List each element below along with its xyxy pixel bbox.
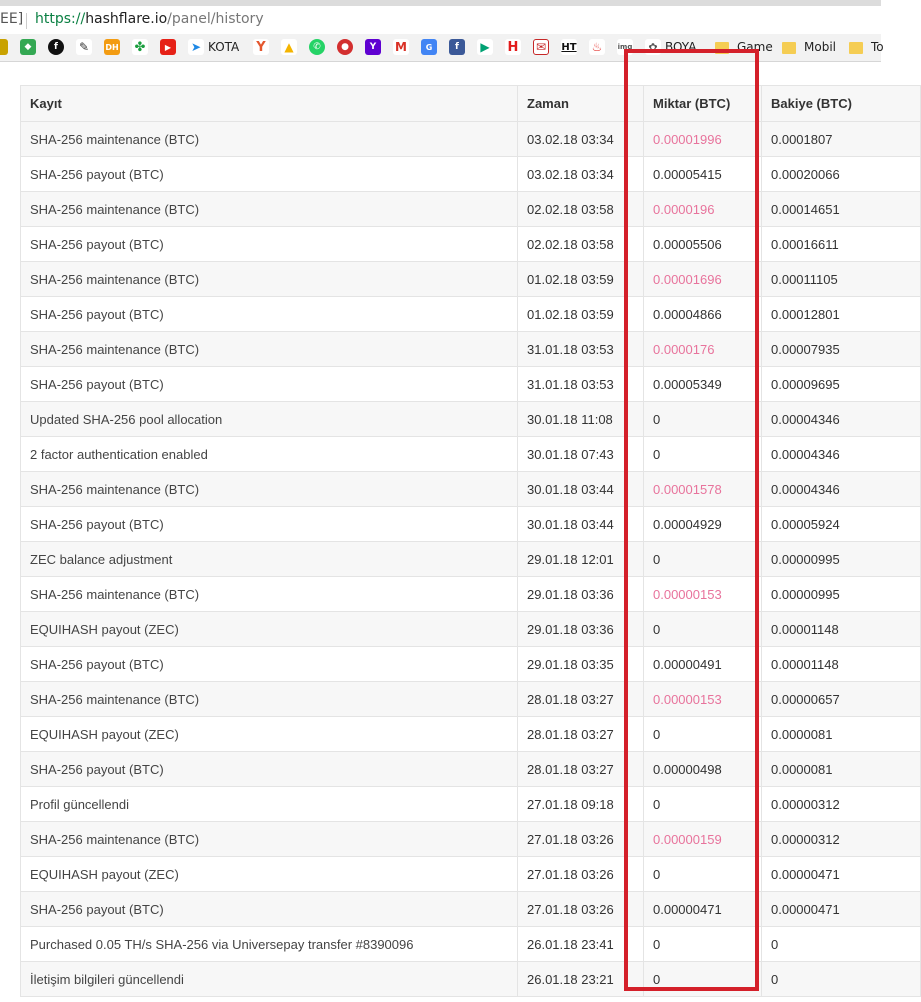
bookmark-stamp[interactable] <box>533 39 549 55</box>
cell-zaman: 02.02.18 03:58 <box>518 192 644 227</box>
cell-miktar: 0 <box>644 962 762 997</box>
h-icon: H <box>505 39 521 55</box>
cell-bakiye: 0.00020066 <box>762 157 921 192</box>
yahoo-icon: Y <box>365 39 381 55</box>
cell-kayit: EQUIHASH payout (ZEC) <box>21 612 518 647</box>
bookmark-drive[interactable] <box>281 39 297 55</box>
cell-zaman: 27.01.18 03:26 <box>518 822 644 857</box>
cell-miktar: 0 <box>644 717 762 752</box>
table-row <box>21 647 921 682</box>
cell-zaman: 29.01.18 12:01 <box>518 542 644 577</box>
bookmark-img[interactable] <box>617 39 633 55</box>
column-header-kayit[interactable]: Kayıt <box>21 86 518 122</box>
cell-kayit: SHA-256 maintenance (BTC) <box>21 682 518 717</box>
bookmark-red[interactable] <box>337 39 353 55</box>
bookmark-youtube[interactable] <box>160 39 176 55</box>
cell-kayit: İletişim bilgileri güncellendi <box>21 962 518 997</box>
bookmark-ht[interactable] <box>561 39 577 55</box>
flame-icon: ♨ <box>589 39 605 55</box>
bookmark-label: To <box>871 40 884 54</box>
url-text[interactable] <box>35 11 264 27</box>
cell-miktar: 0 <box>644 857 762 892</box>
cell-bakiye: 0.00004346 <box>762 472 921 507</box>
table-row <box>21 892 921 927</box>
cell-bakiye: 0.00005924 <box>762 507 921 542</box>
cell-bakiye: 0.00004346 <box>762 437 921 472</box>
cell-bakiye: 0.00007935 <box>762 332 921 367</box>
cell-kayit: SHA-256 maintenance (BTC) <box>21 577 518 612</box>
play-icon: ▶ <box>477 39 493 55</box>
cell-miktar: 0 <box>644 402 762 437</box>
cell-kayit: Profil güncellendi <box>21 787 518 822</box>
table-row <box>21 122 921 157</box>
cell-bakiye: 0.00000995 <box>762 577 921 612</box>
cell-miktar: 0.00000159 <box>644 822 762 857</box>
cell-kayit: SHA-256 payout (BTC) <box>21 157 518 192</box>
cell-kayit: SHA-256 payout (BTC) <box>21 507 518 542</box>
clover-icon: ✤ <box>132 39 148 55</box>
table-header-row <box>21 86 921 122</box>
cell-bakiye: 0.00000312 <box>762 822 921 857</box>
url-host: hashflare.io <box>85 11 168 27</box>
cell-miktar: 0.00005349 <box>644 367 762 402</box>
drive-icon: ▲ <box>281 39 297 55</box>
table-row <box>21 927 921 962</box>
cell-bakiye: 0.0000081 <box>762 752 921 787</box>
cell-bakiye: 0.00014651 <box>762 192 921 227</box>
cell-bakiye: 0.00001148 <box>762 612 921 647</box>
bookmark-label: Mobil <box>804 40 836 54</box>
cell-zaman: 28.01.18 03:27 <box>518 682 644 717</box>
cell-miktar: 0.00005506 <box>644 227 762 262</box>
bookmark-dh[interactable] <box>104 39 120 55</box>
table-row <box>21 367 921 402</box>
cell-kayit: SHA-256 maintenance (BTC) <box>21 472 518 507</box>
bookmarks-bar <box>0 34 884 62</box>
cell-miktar: 0.00004929 <box>644 507 762 542</box>
bookmark-pin[interactable] <box>76 39 92 55</box>
cell-zaman: 01.02.18 03:59 <box>518 262 644 297</box>
cell-zaman: 30.01.18 11:08 <box>518 402 644 437</box>
cell-bakiye: 0.00001148 <box>762 647 921 682</box>
cell-bakiye: 0.00000312 <box>762 787 921 822</box>
red-circle-icon: ● <box>337 39 353 55</box>
table-row <box>21 787 921 822</box>
cell-zaman: 27.01.18 03:26 <box>518 892 644 927</box>
history-table <box>20 85 921 997</box>
cell-bakiye: 0 <box>762 927 921 962</box>
table-row <box>21 332 921 367</box>
cell-kayit: SHA-256 payout (BTC) <box>21 227 518 262</box>
bookmark-kota[interactable] <box>188 39 239 55</box>
bookmark-f[interactable] <box>48 39 64 55</box>
cell-miktar: 0.00000471 <box>644 892 762 927</box>
cell-zaman: 29.01.18 03:36 <box>518 612 644 647</box>
table-row <box>21 682 921 717</box>
bookmark-folder-game[interactable] <box>715 39 773 55</box>
cell-zaman: 03.02.18 03:34 <box>518 157 644 192</box>
cell-miktar: 0 <box>644 612 762 647</box>
cell-zaman: 27.01.18 03:26 <box>518 857 644 892</box>
cell-bakiye: 0.00000657 <box>762 682 921 717</box>
cell-zaman: 01.02.18 03:59 <box>518 297 644 332</box>
cell-miktar: 0 <box>644 787 762 822</box>
cell-zaman: 27.01.18 09:18 <box>518 787 644 822</box>
bookmark-whatsapp[interactable] <box>309 39 325 55</box>
cell-zaman: 26.01.18 23:21 <box>518 962 644 997</box>
cell-zaman: 03.02.18 03:34 <box>518 122 644 157</box>
circle-f-icon: f <box>48 39 64 55</box>
cell-miktar: 0 <box>644 542 762 577</box>
cell-bakiye: 0.00016611 <box>762 227 921 262</box>
cell-kayit: SHA-256 payout (BTC) <box>21 367 518 402</box>
kota-icon: ➤ <box>188 39 204 55</box>
cell-bakiye: 0 <box>762 962 921 997</box>
cell-bakiye: 0.00000995 <box>762 542 921 577</box>
dh-icon: DH <box>104 39 120 55</box>
table-row <box>21 752 921 787</box>
bookmark-maps[interactable] <box>20 39 36 55</box>
cell-zaman: 28.01.18 03:27 <box>518 717 644 752</box>
cell-kayit: ZEC balance adjustment <box>21 542 518 577</box>
cell-zaman: 30.01.18 07:43 <box>518 437 644 472</box>
column-header-zaman[interactable]: Zaman <box>518 86 644 122</box>
cell-zaman: 31.01.18 03:53 <box>518 367 644 402</box>
table-row <box>21 227 921 262</box>
folder-icon <box>715 42 729 54</box>
cell-miktar: 0.0000176 <box>644 332 762 367</box>
url-path: /panel/history <box>167 11 264 27</box>
bookmark-facebook[interactable] <box>449 39 465 55</box>
cell-kayit: EQUIHASH payout (ZEC) <box>21 857 518 892</box>
bookmark-h[interactable] <box>505 39 521 55</box>
bookmark-boya[interactable] <box>645 39 696 55</box>
whatsapp-icon: ✆ <box>309 39 325 55</box>
bookmark-label: BOYA <box>665 40 697 54</box>
table-row <box>21 542 921 577</box>
cell-kayit: SHA-256 payout (BTC) <box>21 647 518 682</box>
cell-miktar: 0.0000196 <box>644 192 762 227</box>
table-row <box>21 717 921 752</box>
cell-kayit: Purchased 0.05 TH/s SHA-256 via Universepay transfer #8390096 <box>21 927 518 962</box>
cell-zaman: 02.02.18 03:58 <box>518 227 644 262</box>
table-row <box>21 297 921 332</box>
translate-icon: G <box>421 39 437 55</box>
cell-miktar: 0 <box>644 437 762 472</box>
cell-zaman: 26.01.18 23:41 <box>518 927 644 962</box>
bookmark-label: Game <box>737 40 773 54</box>
table-row <box>21 437 921 472</box>
bookmark-gmail[interactable] <box>393 39 409 55</box>
cell-miktar: 0.00001696 <box>644 262 762 297</box>
table-row <box>21 472 921 507</box>
table-row <box>21 507 921 542</box>
pin-icon: ✎ <box>76 39 92 55</box>
bookmark-yahoo[interactable] <box>365 39 381 55</box>
cell-kayit: SHA-256 payout (BTC) <box>21 297 518 332</box>
cell-kayit: SHA-256 maintenance (BTC) <box>21 822 518 857</box>
cell-bakiye: 0.00000471 <box>762 857 921 892</box>
url-scheme: https:// <box>35 11 86 27</box>
boya-icon: ✿ <box>645 39 661 55</box>
cell-miktar: 0.00000498 <box>644 752 762 787</box>
bookmark-label: KOTA <box>208 40 240 54</box>
cell-zaman: 30.01.18 03:44 <box>518 472 644 507</box>
cell-zaman: 29.01.18 03:35 <box>518 647 644 682</box>
cell-kayit: SHA-256 maintenance (BTC) <box>21 262 518 297</box>
cell-miktar: 0.00001578 <box>644 472 762 507</box>
table-row <box>21 262 921 297</box>
table-row <box>21 402 921 437</box>
y-icon: Y <box>253 39 269 55</box>
cell-bakiye: 0.0001807 <box>762 122 921 157</box>
bookmark-clover[interactable] <box>132 39 148 55</box>
table-row <box>21 192 921 227</box>
cell-bakiye: 0.00012801 <box>762 297 921 332</box>
app-icon <box>0 39 8 55</box>
table-row <box>21 577 921 612</box>
bookmark-folder-mobil[interactable] <box>782 39 836 55</box>
folder-icon <box>782 42 796 54</box>
maps-icon: ◆ <box>20 39 36 55</box>
youtube-icon: ▶ <box>160 39 176 55</box>
cell-kayit: SHA-256 maintenance (BTC) <box>21 122 518 157</box>
bookmark-translate[interactable] <box>421 39 437 55</box>
table-row <box>21 822 921 857</box>
cell-miktar: 0.00005415 <box>644 157 762 192</box>
cell-miktar: 0.00000491 <box>644 647 762 682</box>
cell-bakiye: 0.00000471 <box>762 892 921 927</box>
cell-kayit: EQUIHASH payout (ZEC) <box>21 717 518 752</box>
folder-icon <box>849 42 863 54</box>
cell-miktar: 0.00000153 <box>644 682 762 717</box>
security-indicator[interactable]: EE] <box>0 11 24 27</box>
column-header-bakiye[interactable]: Bakiye (BTC) <box>762 86 921 122</box>
cell-zaman: 28.01.18 03:27 <box>518 752 644 787</box>
stamp-icon: ✉ <box>533 39 549 55</box>
cell-miktar: 0.00000153 <box>644 577 762 612</box>
address-bar[interactable] <box>0 0 881 34</box>
cell-zaman: 30.01.18 03:44 <box>518 507 644 542</box>
table-row <box>21 962 921 997</box>
cell-bakiye: 0.0000081 <box>762 717 921 752</box>
cell-kayit: SHA-256 maintenance (BTC) <box>21 192 518 227</box>
cell-miktar: 0.00004866 <box>644 297 762 332</box>
table-row <box>21 157 921 192</box>
bookmark-app[interactable] <box>0 39 8 55</box>
cell-bakiye: 0.00011105 <box>762 262 921 297</box>
bookmark-y[interactable] <box>253 39 269 55</box>
cell-kayit: SHA-256 maintenance (BTC) <box>21 332 518 367</box>
cell-kayit: SHA-256 payout (BTC) <box>21 752 518 787</box>
address-bar-divider <box>26 13 27 29</box>
column-header-miktar[interactable]: Miktar (BTC) <box>644 86 762 122</box>
table-row <box>21 612 921 647</box>
cell-miktar: 0.00001996 <box>644 122 762 157</box>
history-table-container <box>20 85 881 997</box>
gmail-icon: M <box>393 39 409 55</box>
cell-zaman: 31.01.18 03:53 <box>518 332 644 367</box>
bookmark-folder-to[interactable] <box>849 39 884 55</box>
cell-kayit: 2 factor authentication enabled <box>21 437 518 472</box>
cell-bakiye: 0.00009695 <box>762 367 921 402</box>
cell-zaman: 29.01.18 03:36 <box>518 577 644 612</box>
cell-kayit: Updated SHA-256 pool allocation <box>21 402 518 437</box>
cell-miktar: 0 <box>644 927 762 962</box>
cell-kayit: SHA-256 payout (BTC) <box>21 892 518 927</box>
ht-icon: HT <box>561 39 577 55</box>
bookmark-play[interactable] <box>477 39 493 55</box>
table-row <box>21 857 921 892</box>
bookmark-flame[interactable] <box>589 39 605 55</box>
img-icon: img <box>617 39 633 55</box>
facebook-icon: f <box>449 39 465 55</box>
cell-bakiye: 0.00004346 <box>762 402 921 437</box>
